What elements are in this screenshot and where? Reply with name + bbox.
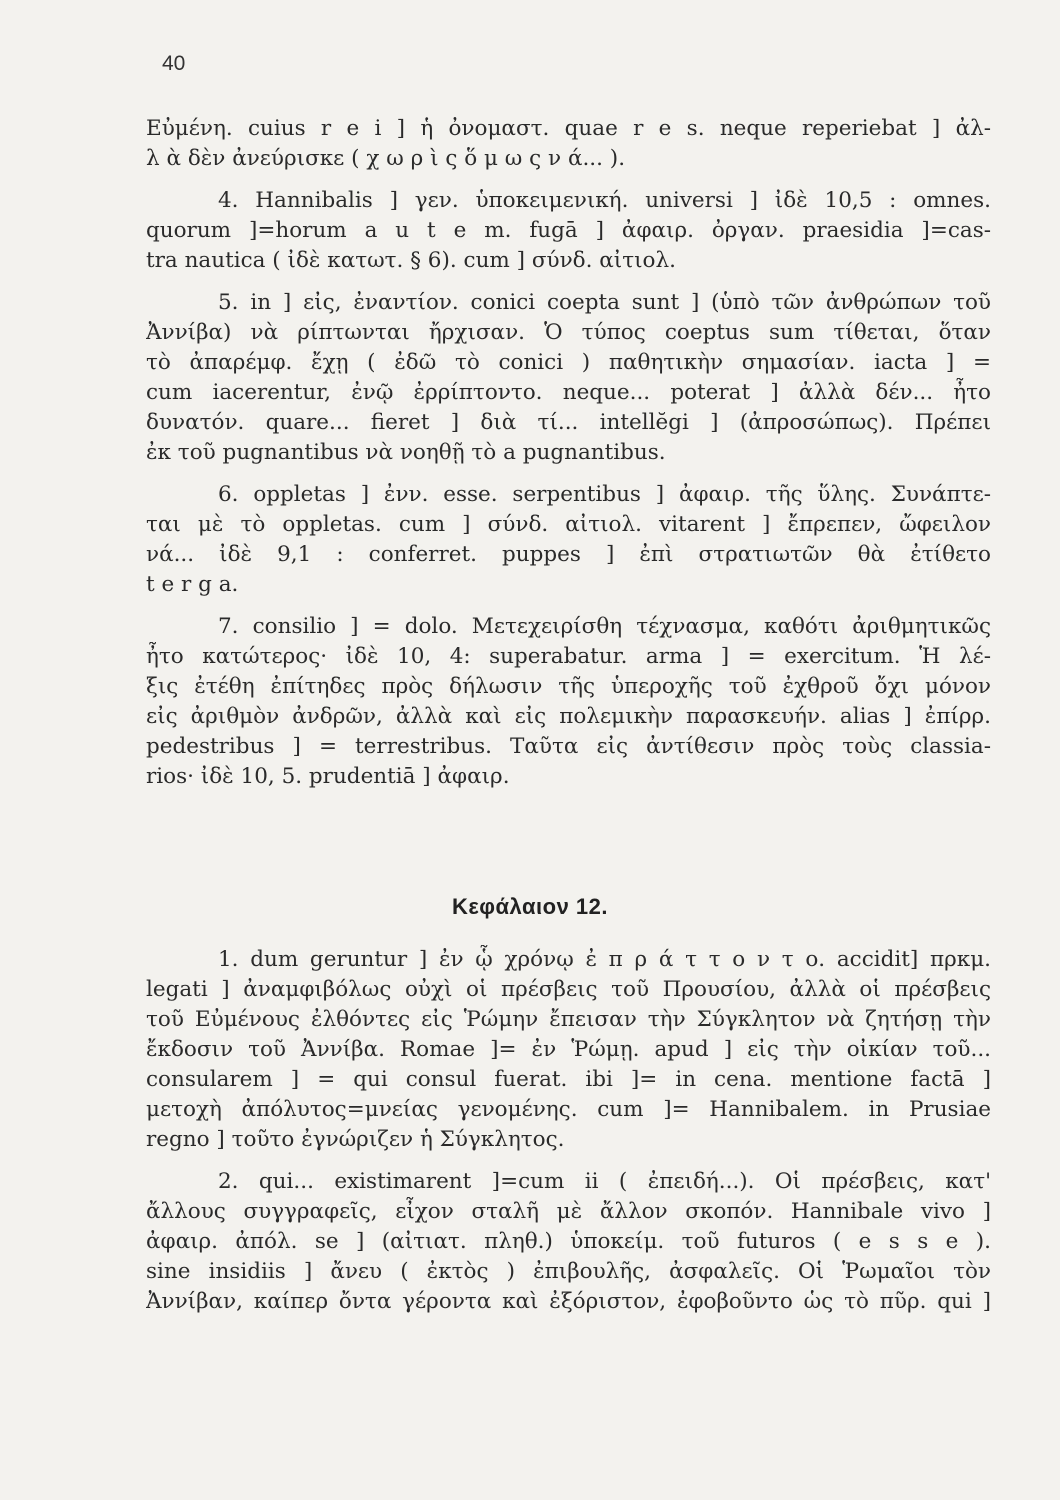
text-line: Εὐμένη. cuius r e i ] ἡ ὀνομαστ. quae r e s. neque reperiebat ] ἀλ- — [146, 116, 991, 141]
text-line: ἐκ τοῦ pugnantibus νὰ νοηθῇ τὸ a pugnantibus. — [146, 440, 666, 465]
text-line: 5. in ] εἰς, ἐναντίον. conici coepta sunt ] (ὑπὸ τῶν ἀνθρώπων τοῦ — [218, 290, 991, 315]
text-line: 1. dum geruntur ] ἐν ᾧ χρόνῳ ἐ π ρ ά τ τ ο ν τ ο. accidit] πρκμ. — [218, 947, 991, 972]
text-line: tra nautica ( ἰδὲ κατωτ. § 6). cum ] σύνδ. αἰτιολ. — [146, 248, 676, 273]
text-line: νά... ἰδὲ 9,1 : conferret. puppes ] ἐπὶ στρατιωτῶν θὰ ἐτίθετο — [146, 542, 991, 567]
text-line: legati ] ἀναμφιβόλως οὐχὶ οἱ πρέσβεις τοῦ Προυσίου, ἀλλὰ οἱ πρέσβεις — [146, 977, 991, 1002]
text-line: ἔκδοσιν τοῦ Ἀννίβα. Romae ]= ἐν Ῥώμῃ. apud ] εἰς τὴν οἰκίαν τοῦ... — [146, 1037, 991, 1062]
text-line: ται μὲ τὸ oppletas. cum ] σύνδ. αἰτιολ. vitarent ] ἔπρεπεν, ὤφειλον — [146, 512, 991, 537]
text-line: ἄλλους συγγραφεῖς, εἶχον σταλῆ μὲ ἄλλον σκοπόν. Hannibale vivo ] — [146, 1199, 991, 1224]
text-line: εἰς ἀριθμὸν ἀνδρῶν, ἀλλὰ καὶ εἰς πολεμικὴν παρασκευήν. alias ] ἐπίρρ. — [146, 704, 991, 729]
text-line: λ ὰ δὲν ἀνεύρισκε ( χ ω ρ ὶ ς ὅ μ ω ς ν ά... ). — [146, 146, 626, 171]
text-line: rios· ἰδὲ 10, 5. prudentiā ] ἀφαιρ. — [146, 764, 510, 789]
text-line: 7. consilio ] = dolo. Μετεχειρίσθη τέχνασμα, καθότι ἀριθμητικῶς — [218, 614, 991, 639]
text-line: t e r g a. — [146, 572, 239, 597]
text-line: τὸ ἀπαρέμφ. ἔχῃ ( ἐδῶ τὸ conici ) παθητικὴν σημασίαν. iacta ] = — [146, 350, 991, 375]
text-line: cum iacerentur, ἐνῷ ἐρρίπτοντο. neque... poterat ] ἀλλὰ δέν... ἦτο — [146, 380, 991, 405]
text-line: μετοχὴ ἀπόλυτος=μνείας γενομένης. cum ]= Hannibalem. in Prusiae — [146, 1097, 991, 1122]
text-line: Ἀννίβα) νὰ ρίπτωνται ἤρχισαν. Ὁ τύπος coeptus sum τίθεται, ὅταν — [146, 320, 991, 345]
text-line: 4. Hannibalis ] γεν. ὑποκειμενική. universi ] ἰδὲ 10,5 : omnes. — [218, 188, 991, 213]
text-line: Ἀννίβαν, καίπερ ὄντα γέροντα καὶ ἐξόριστον, ἐφοβοῦντο ὡς τὸ πῦρ. qui ] — [146, 1289, 991, 1314]
text-line: sine insidiis ] ἄνευ ( ἐκτὸς ) ἐπιβουλῆς, ἀσφαλεῖς. Οἱ Ῥωμαῖοι τὸν — [146, 1259, 991, 1284]
page-number: 40 — [162, 52, 186, 75]
text-line: ξις ἐτέθη ἐπίτηδες πρὸς δήλωσιν τῆς ὑπεροχῆς τοῦ ἐχθροῦ ὄχι μόνον — [146, 674, 991, 699]
text-line: 2. qui... existimarent ]=cum ii ( ἐπειδή...). Οἱ πρέσβεις, κατ' — [218, 1169, 991, 1194]
text-line: pedestribus ] = terrestribus. Ταῦτα εἰς ἀντίθεσιν πρὸς τοὺς classia- — [146, 734, 991, 759]
text-line: τοῦ Εὐμένους ἐλθόντες εἰς Ῥώμην ἔπεισαν τὴν Σύγκλητον νὰ ζητήσῃ τὴν — [146, 1007, 991, 1032]
text-line: ἀφαιρ. ἀπόλ. se ] (αἰτιατ. πληθ.) ὑποκείμ. τοῦ futuros ( e s s e ). — [146, 1229, 991, 1254]
text-line: quorum ]=horum a u t e m. fugā ] ἀφαιρ. ὀργαν. praesidia ]=cas- — [146, 218, 991, 243]
text-line: regno ] τοῦτο ἐγνώριζεν ἡ Σύγκλητος. — [146, 1127, 565, 1152]
text-line: δυνατόν. quare... fieret ] διὰ τί... intellĕgi ] (ἀπροσώπως). Πρέπει — [146, 410, 991, 435]
text-line: consularem ] = qui consul fuerat. ibi ]= in cena. mentione factā ] — [146, 1067, 991, 1092]
chapter-heading: Κεφάλαιον 12. — [451, 894, 609, 919]
text-line: ἦτο κατώτερος· ἰδὲ 10, 4: superabatur. arma ] = exercitum. Ἡ λέ- — [146, 644, 991, 669]
text-line: 6. oppletas ] ἐνν. esse. serpentibus ] ἀφαιρ. τῆς ὕλης. Συνάπτε- — [218, 482, 991, 507]
